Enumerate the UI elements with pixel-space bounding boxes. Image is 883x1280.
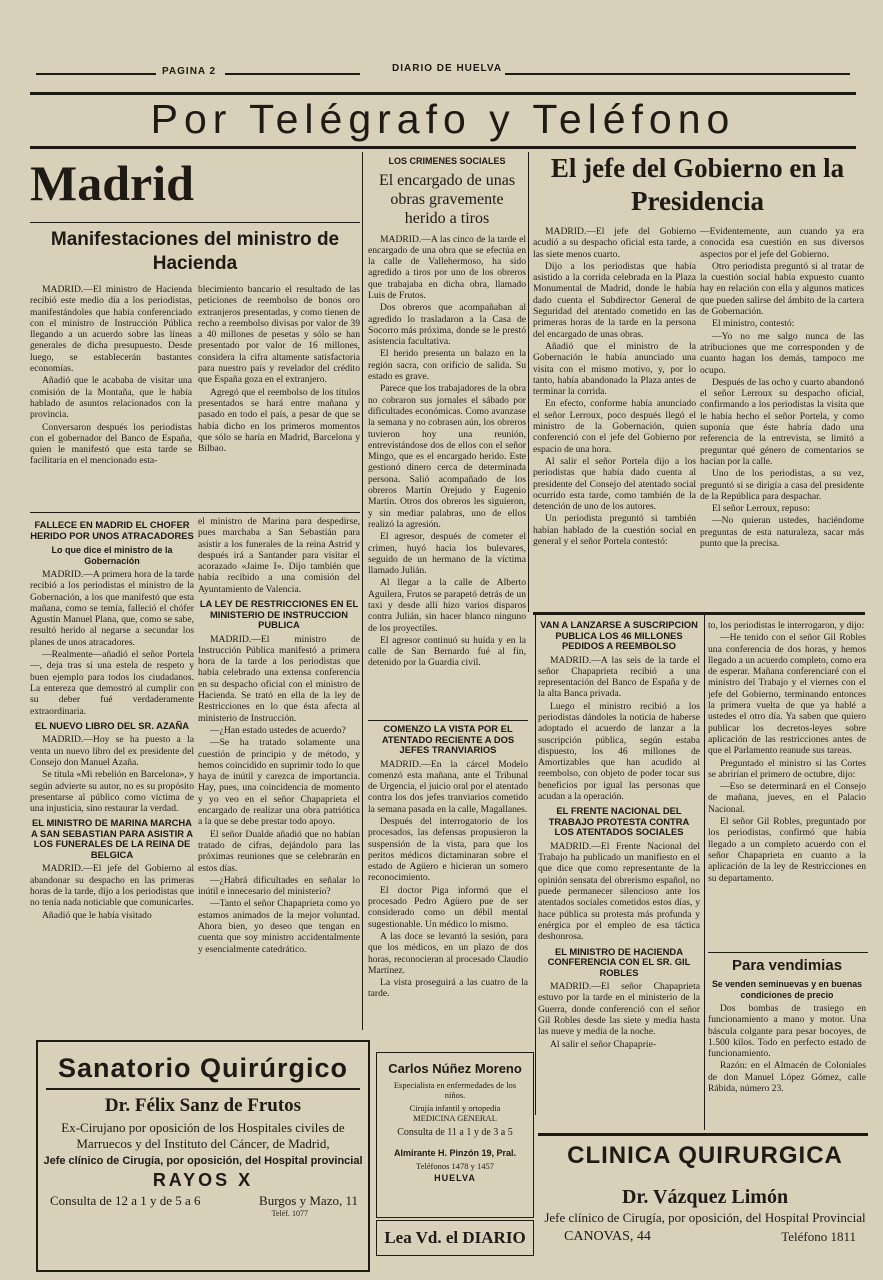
- paragraph: Uno de los periodistas, a su vez, preguntó si se dirigía a casa del presidente de la República para despachar.: [700, 468, 864, 502]
- sanatorio-address: Burgos y Mazo, 11: [259, 1193, 358, 1208]
- conferencia-headline: EL MINISTRO DE HACIENDA CONFERENCIA CON EL SR. GIL ROBLES: [547, 945, 691, 978]
- paragraph: Agregó que el reembolso de los títulos presentados se hará entre mañana y pasado en todo el país, a pesar de que se había dicho en los primeros momentos que sólo se haría en Madrid, Barcelona y Bilbao.: [198, 386, 360, 455]
- paragraph: En efecto, conforme había anunciado el señor Lerroux, poco después llegó el ministro de la Gobernación, quien conferenció con el jefe del Gobierno por espacio de una hora.: [533, 398, 696, 455]
- rule: [368, 720, 528, 721]
- header-rule-mid: [225, 73, 360, 75]
- header-rule-left: [36, 73, 156, 75]
- paragraph: —Realmente—añadió el señor Portela—, deja tras sí una estela de respeto y buen ejemplo para todos los ciudadanos. La entereza que demostró al cumplir con su deber fué verdaderamente extraordinaria.: [30, 649, 194, 717]
- left-column-2: [198, 516, 360, 1032]
- paragraph: MADRID.—El ministro de Hacienda recibió este medio día a los periodistas, manifestándoles que había conferenciado con el ministro de Instrucción Pública llegando a un acuerdo sobre las líneas generales de dicha presupuesto. Desde luego, se establecerán bastantes economías.: [30, 284, 192, 375]
- paragraph: Al llegar a la calle de Alberto Aguilera, Frutos se parapetó detrás de un taxi y desde allí hizo varios disparos contra Julián, sin hacer blanco ninguno de los proyectiles.: [368, 577, 526, 634]
- sanatorio-hours: Consulta de 12 a 1 y de 5 a 6: [50, 1193, 201, 1208]
- paragraph: to, los periodistas le interrogaron, y dijo:: [708, 620, 865, 631]
- paragraph: MADRID.—Hoy se ha puesto a la venta un nuevo libro del ex presidente del Consejo don Manuel Azaña.: [30, 734, 194, 768]
- banner-bottom-rule: [30, 146, 856, 149]
- crimenes-column: [368, 156, 526, 716]
- diario-ad-text: Lea Vd. el DIARIO: [384, 1228, 526, 1247]
- restricciones-headline: LA LEY DE RESTRICCIONES EN EL MINISTERIO DE INSTRUCCION PUBLICA: [199, 598, 359, 631]
- rule: [30, 222, 360, 223]
- paragraph: MADRID.—El ministro de Instrucción Pública manifestó a primera hora de la tarde a los periodistas que había celebrado una extensa conferencia en su despacho oficial con el ministro de Hacienda. Se trató en ella de la ley de Restricciones en lo que ésta afecta al ministerio de Instrucción.: [198, 633, 360, 724]
- nunez-city: HUELVA: [434, 1173, 476, 1183]
- paragraph: Al salir el señor Chapaprie-: [550, 1038, 657, 1050]
- sanatorio-ad: [36, 1040, 370, 1272]
- page-label: PAGINA 2: [162, 66, 217, 77]
- madrid-col2: [198, 284, 360, 512]
- nunez-line1: Especialista en enfermedades de los niños.: [393, 1080, 517, 1100]
- paragraph: El agresor continuó su huída y en la calle de San Bernardo fué al fin, detenido por la Guardia civil.: [368, 634, 526, 669]
- paragraph: blecimiento bancario el resultado de las peticiones de reembolso de bonos oro extranjeros presentadas, y como tienen de recho a reembolso divisas por valor de 39 a 40 millones de pesetas y sólo se han presentado por valor de 16 millones, considera la cifra altamente satisfactoria para nuestro país y revelador del crédito que España goza en el extranjero.: [198, 284, 360, 386]
- jefe-col1: [533, 226, 696, 606]
- nunez-phones: Teléfonos 1478 y 1457: [415, 1161, 495, 1171]
- nunez-line3: MEDICINA GENERAL: [413, 1113, 497, 1123]
- vendimias-subhead: Se venden seminuevas y en buenas condiciones de precio: [711, 979, 863, 1000]
- paragraph: MADRID.—A las seis de la tarde el señor Chapaprieta recibió a una representación del Banco de España y de la alta Banca privada.: [538, 654, 700, 700]
- paragraph: La vista proseguirá a las cuatro de la tarde.: [368, 977, 528, 1000]
- clinica-ad: [540, 1140, 870, 1270]
- paragraph: MADRID.—El jefe del Gobierno acudió a su despacho oficial esta tarde, a las siete menos cuarto.: [533, 226, 696, 260]
- paragraph: El señor Lerroux, repuso:: [712, 503, 811, 515]
- paragraph: —¿Han estado ustedes de acuerdo?: [210, 724, 346, 736]
- nunez-ad: [376, 1052, 534, 1218]
- jefe-col2: [700, 226, 864, 606]
- vendimias-headline: Para vendimias: [731, 957, 843, 974]
- crimenes-kicker: LOS CRIMENES SOCIALES: [388, 156, 506, 166]
- madrid-title: Madrid: [30, 155, 194, 211]
- madrid-headline: Manifestaciones del ministro de Hacienda: [50, 229, 340, 274]
- paragraph: Se titula «Mi rebelión en Barcelona», y según advierte su autor, no es su propósito presentarse al público como víctima de una injusticia, sino restaurar la verdad.: [30, 769, 194, 815]
- conferencia-cont-column: [708, 620, 866, 950]
- clinica-title: CLINICA QUIRURGICA: [567, 1142, 843, 1169]
- paragraph: Otro periodista preguntó si al tratar de la cuestión social había expuesto cuanto hay en relación con ella y algunos matices que pueden salirse del ámbito de la cartera de Gobernación.: [700, 260, 864, 318]
- paragraph: El herido presenta un balazo en la región sacra, con orificio de salida. Su estado es grave.: [368, 348, 526, 383]
- paragraph: —¿Habrá dificultades en señalar lo inútil e innecesario del ministerio?: [198, 874, 360, 898]
- sanatorio-phone: Teléf. 1077: [271, 1209, 308, 1218]
- paragraph: El ministro, contestó:: [712, 318, 795, 330]
- sanatorio-title: Sanatorio Quirúrgico: [57, 1053, 349, 1083]
- vendimias-ad: [708, 956, 866, 1121]
- clinica-doctor: Dr. Vázquez Limón: [621, 1186, 789, 1208]
- madrid-col1: [30, 284, 192, 512]
- paragraph: —Eso se determinará en el Consejo de mañana, jueves, en el Palacio Nacional.: [708, 781, 866, 815]
- paragraph: MADRID.—A primera hora de la tarde recibió a los periodistas el ministro de la Gobernación, a los que manifestó que esta mañana, como se temía, falleció el chófer Agustín Manuel Plana, que, como se sabe, resultó herido al negarse a secundar los planes de unos atracadores.: [30, 569, 194, 648]
- marina-headline: EL MINISTRO DE MARINA MARCHA A SAN SEBASTIAN PARA ASISTIR A LOS FUNERALES DE LA REINA DE BELGICA: [31, 817, 193, 860]
- paragraph: Al salir el señor Portela dijo a los periodistas que había dado cuenta al presidente del Consejo del atentado social ocurrido esta tarde, como también de la detención de uno de los autores.: [533, 455, 696, 513]
- nunez-hours: Consulta de 11 a 1 y de 3 a 5: [397, 1127, 513, 1138]
- paragraph: Luego el ministro recibió a los periodistas dándoles la noticia de haberse adoptado el acuerdo de lanzar a la suscripción pública, según estaba dispuesto, los 46 millones de Amortizables que han acudido al reembolso, con objeto de poder tocar sus beneficios por igual las personas que acudan a la operación.: [538, 700, 700, 803]
- paragraph: Después del interrogatorio de los procesados, las defensas propusieron la suspensión de la vista, para que los peritos médicos dictaminaran sobre el estado de Agüero e hicieran un somero reconocimiento.: [368, 815, 528, 884]
- clinica-line1: Jefe clínico de Cirugía, por oposición, del Hospital Provincial: [544, 1210, 866, 1225]
- header-rule-right: [505, 73, 850, 75]
- left-column-1: [30, 516, 194, 1032]
- sanatorio-rayos: RAYOS X: [152, 1170, 254, 1190]
- paragraph: —No quieran ustedes, haciéndome preguntas de esta naturaleza, sacar más punto que la precisa.: [700, 515, 864, 550]
- paragraph: MADRID.—A las cinco de la tarde el encargado de una obra que se efectúa en la calle de Vallehermoso, ha sido agredido a tiros por uno de los obreros que trabajaba en dicha obra, llamado Luis de Frutos.: [368, 233, 526, 301]
- paragraph: MADRID.—El señor Chapaprieta estuvo por la tarde en el ministerio de la Guerra, donde conferenció con el señor Gil Robles desde las siete y media hasta las nueve y media de la noche.: [538, 981, 700, 1038]
- column-rule: [362, 152, 363, 1030]
- paragraph: —Tanto el señor Chapaprieta como yo estamos animados de la mejor voluntad. Ahora bien, yo deseo que tengan en cuenta que soy ministro accidentalmente y esencialmente catedrático.: [198, 898, 360, 955]
- frente-headline: EL FRENTE NACIONAL DEL TRABAJO PROTESTA CONTRA LOS ATENTADOS SOCIALES: [548, 805, 690, 838]
- paragraph: Después de las ocho y cuarto abandonó el señor Lerroux su despacho oficial, confirmando a los periodistas la visita que le había hecho el señor Portela, y como suponía que éste habría dado una referencia de la entrevista, se limitó a preguntar qué género de comentarios se hacían por la calle.: [700, 376, 864, 467]
- diario-ad: [376, 1220, 534, 1256]
- rule: [708, 952, 868, 953]
- libro-headline: EL NUEVO LIBRO DEL SR. AZAÑA: [34, 719, 189, 731]
- crimenes-headline: El encargado de unas obras gravemente herido a tiros: [378, 171, 516, 227]
- atentado-headline: COMENZO LA VISTA POR EL ATENTADO RECIENTE A DOS JEFES TRANVIARIOS: [381, 724, 515, 755]
- paragraph: Parece que los trabajadores de la obra no cobraron sus jornales el sábado por dificultades económicas. Como avanzase la semana y no cobrasen aún, los obreros tuvieron hoy una reunión, entrevistándose dos de ellos con el señor Mingo, que es el encargado herido. Este gestionó dinero cerca de determinada persona. Salió acompañado de los obreros Martín Orejudo y Eugenio Martín. Otros dos obreros les siguieron, y sin mediar palabras, uno de ellos realizó la agresión.: [368, 383, 526, 530]
- nunez-line2: Cirujía infantil y ortopedia: [409, 1103, 501, 1113]
- atentado-column: [368, 724, 528, 1046]
- paragraph: El señor Dualde añadió que no habían tratado de cifras, dejándolo para las próximas reuniones que se celebrarán en estos días.: [198, 828, 360, 874]
- rule: [533, 612, 865, 615]
- paragraph: Añadió que le acababa de visitar una comisión de la Montaña, que le había hablado de asuntos relacionados con la provincia.: [30, 375, 192, 421]
- column-rule: [528, 152, 529, 612]
- paragraph: A las doce se levantó la sesión, para que los médicos, en un plazo de dos horas, reconocieran al procesado Claudio Martínez.: [368, 930, 528, 976]
- nunez-name: Carlos Núñez Moreno: [388, 1061, 522, 1076]
- paragraph: Dos bombas de trasiego en funcionamiento a mano y motor. Una báscula colgante para pesar bocoyes, de 1.500 kilos. Todo en perfecto estado de funcionamiento.: [708, 1003, 866, 1060]
- section-banner: Por Telégrafo y Teléfono: [150, 96, 736, 142]
- paragraph: El señor Gil Robles, preguntado por los periodistas, confirmó que había llegado a un completo acuerdo con el señor Chapaprieta en cuanto a la aplicación de la ley de Restricciones en su departamento.: [708, 816, 866, 884]
- paragraph: Conversaron después los periodistas con el gobernador del Banco de España, quien le manifestó que esta tarde se facilitaría en el mencionado esta-: [30, 421, 192, 467]
- sanatorio-line2: Jefe clínico de Cirugía, por oposición, del Hospital provincial: [43, 1155, 363, 1167]
- paragraph: Razón: en el Almacén de Coloniales de don Manuel López Gómez, calle Rábida, número 23.: [708, 1060, 866, 1095]
- fallece-subhead: Lo que dice el ministro de la Gobernación: [51, 545, 173, 566]
- paragraph: Añadió que el ministro de la Gobernación le había anunciado una visita con el mismo motivo, y, por lo tanto, había abandonado la Plaza antes de terminar la corrida.: [533, 340, 696, 398]
- paragraph: —Evidentemente, aun cuando ya era conocida esa cuestión en sus diversos aspectos por el jefe del Gobierno.: [700, 226, 864, 260]
- nunez-address: Almirante H. Pinzón 19, Pral.: [393, 1148, 517, 1158]
- fallece-headline: FALLECE EN MADRID EL CHOFER HERIDO POR UNOS ATRACADORES: [30, 519, 194, 541]
- paragraph: Añadió que le había visitado: [42, 909, 152, 921]
- rule: [538, 1133, 868, 1136]
- paragraph: El agresor, después de cometer el crimen, huyó hacia los bulevares, seguido de un hermano de la víctima llamado Julián.: [368, 531, 526, 577]
- hacienda-column: [538, 620, 700, 1125]
- paragraph: Un periodista preguntó si también habían hablado de la cuestión social en general y el señor Portela contestó:: [533, 513, 696, 548]
- paragraph: —Yo no me salgo nunca de las atribuciones que me corresponden y de cuanto hagan los demás, tampoco me ocupo.: [700, 330, 864, 376]
- suscripcion-headline: VAN A LANZARSE A SUSCRIPCION PUBLICA LOS 46 MILLONES PEDIDOS A REEMBOLSO: [540, 620, 698, 651]
- column-rule: [704, 615, 705, 1130]
- column-rule: [535, 615, 536, 1115]
- paragraph: Preguntado el ministro si las Cortes se abrirían el primero de octubre, dijo:: [708, 757, 866, 780]
- jefe-headline: El jefe del Gobierno en la Presidencia: [550, 153, 845, 216]
- paragraph: MADRID.—En la cárcel Modelo comenzó esta mañana, ante el Tribunal de Urgencia, el juicio oral por el atentado contra los dos jefes tranviarios cometido la semana pasada en la calle, Magallanes.: [368, 758, 528, 815]
- paragraph: MADRID.—El jefe del Gobierno al abandonar su despacho en las primeras horas de la tarde, dijo a los periodistas que no tenía nada noticiable que comunicarles.: [30, 863, 194, 909]
- paragraph: El doctor Piga informó que el procesado Pedro Agüero pue de ser considerado como un débil mental sugestionable. Un médico lo mismo.: [368, 884, 528, 930]
- paragraph: Dos obreros que acompañaban al agredido lo trasladaron a la Casa de Socorro más próxima, donde se le prestó asistencia facultativa.: [368, 302, 526, 348]
- clinica-phone: Teléfono 1811: [781, 1229, 856, 1244]
- clinica-address: CANOVAS, 44: [564, 1229, 651, 1244]
- sanatorio-line1: Ex-Cirujano por oposición de los Hospitales civiles de Marruecos y del Instituto del Cáncer, de Madrid,: [61, 1120, 345, 1151]
- paragraph: —Se ha tratado solamente una cuestión de principio y de método, y hemos coincidido en suprimir todo lo que haya de inútil y carezca de importancia. Hay, pues, una coincidencia de momento y yo veo en el señor Chapaprieta el encargado de realizar una obra patriótica a la que se debe prestar todo apoyo.: [198, 737, 360, 828]
- paper-name: DIARIO DE HUELVA: [392, 63, 503, 74]
- paragraph: Dijo a los periodistas que había asistido a la corrida celebrada en la Plaza Monumental de Madrid, donde le había dado cuenta el Subdirector General de Seguridad del atentado cometido en las primeras horas de la tarde en la persona del encargado de unas obras.: [533, 260, 696, 340]
- paragraph: MADRID.—El Frente Nacional del Trabajo ha publicado un manifiesto en el que dice que como representante de la opinión sensata del obrerismo español, no puede permanecer silencioso ante los atentados sociales cometidos estos días, y hace pública su protesta más profunda y enérgica por el empleo de esa táctica deshonrosa.: [538, 840, 700, 943]
- rule: [30, 512, 360, 513]
- paragraph: el ministro de Marina para despedirse, pues marchaba a San Sebastián para asistir a los funerales de la reina Astrid y después irá a Santander para visitar el acorazado «Jaime I». Dijo también que había recibido a una comisión del Ayuntamiento de Valencia.: [198, 516, 360, 595]
- sanatorio-doctor: Dr. Félix Sanz de Frutos: [104, 1095, 302, 1116]
- paragraph: —He tenido con el señor Gil Robles una conferencia de dos horas, y hemos llegado a un acuerdo completo, como era de esperar. Mañana conferenciaré con el ministro del Trabajo y el viernes con el jefe del Gobierno, terminando entonces la primera vuelta de que ya hablé a ustedes el otro día. Ya saben que quiero publicar los decretos-leyes sobre aplicación de las restricciones antes de que el Parlamento reanude sus tareas.: [708, 632, 866, 757]
